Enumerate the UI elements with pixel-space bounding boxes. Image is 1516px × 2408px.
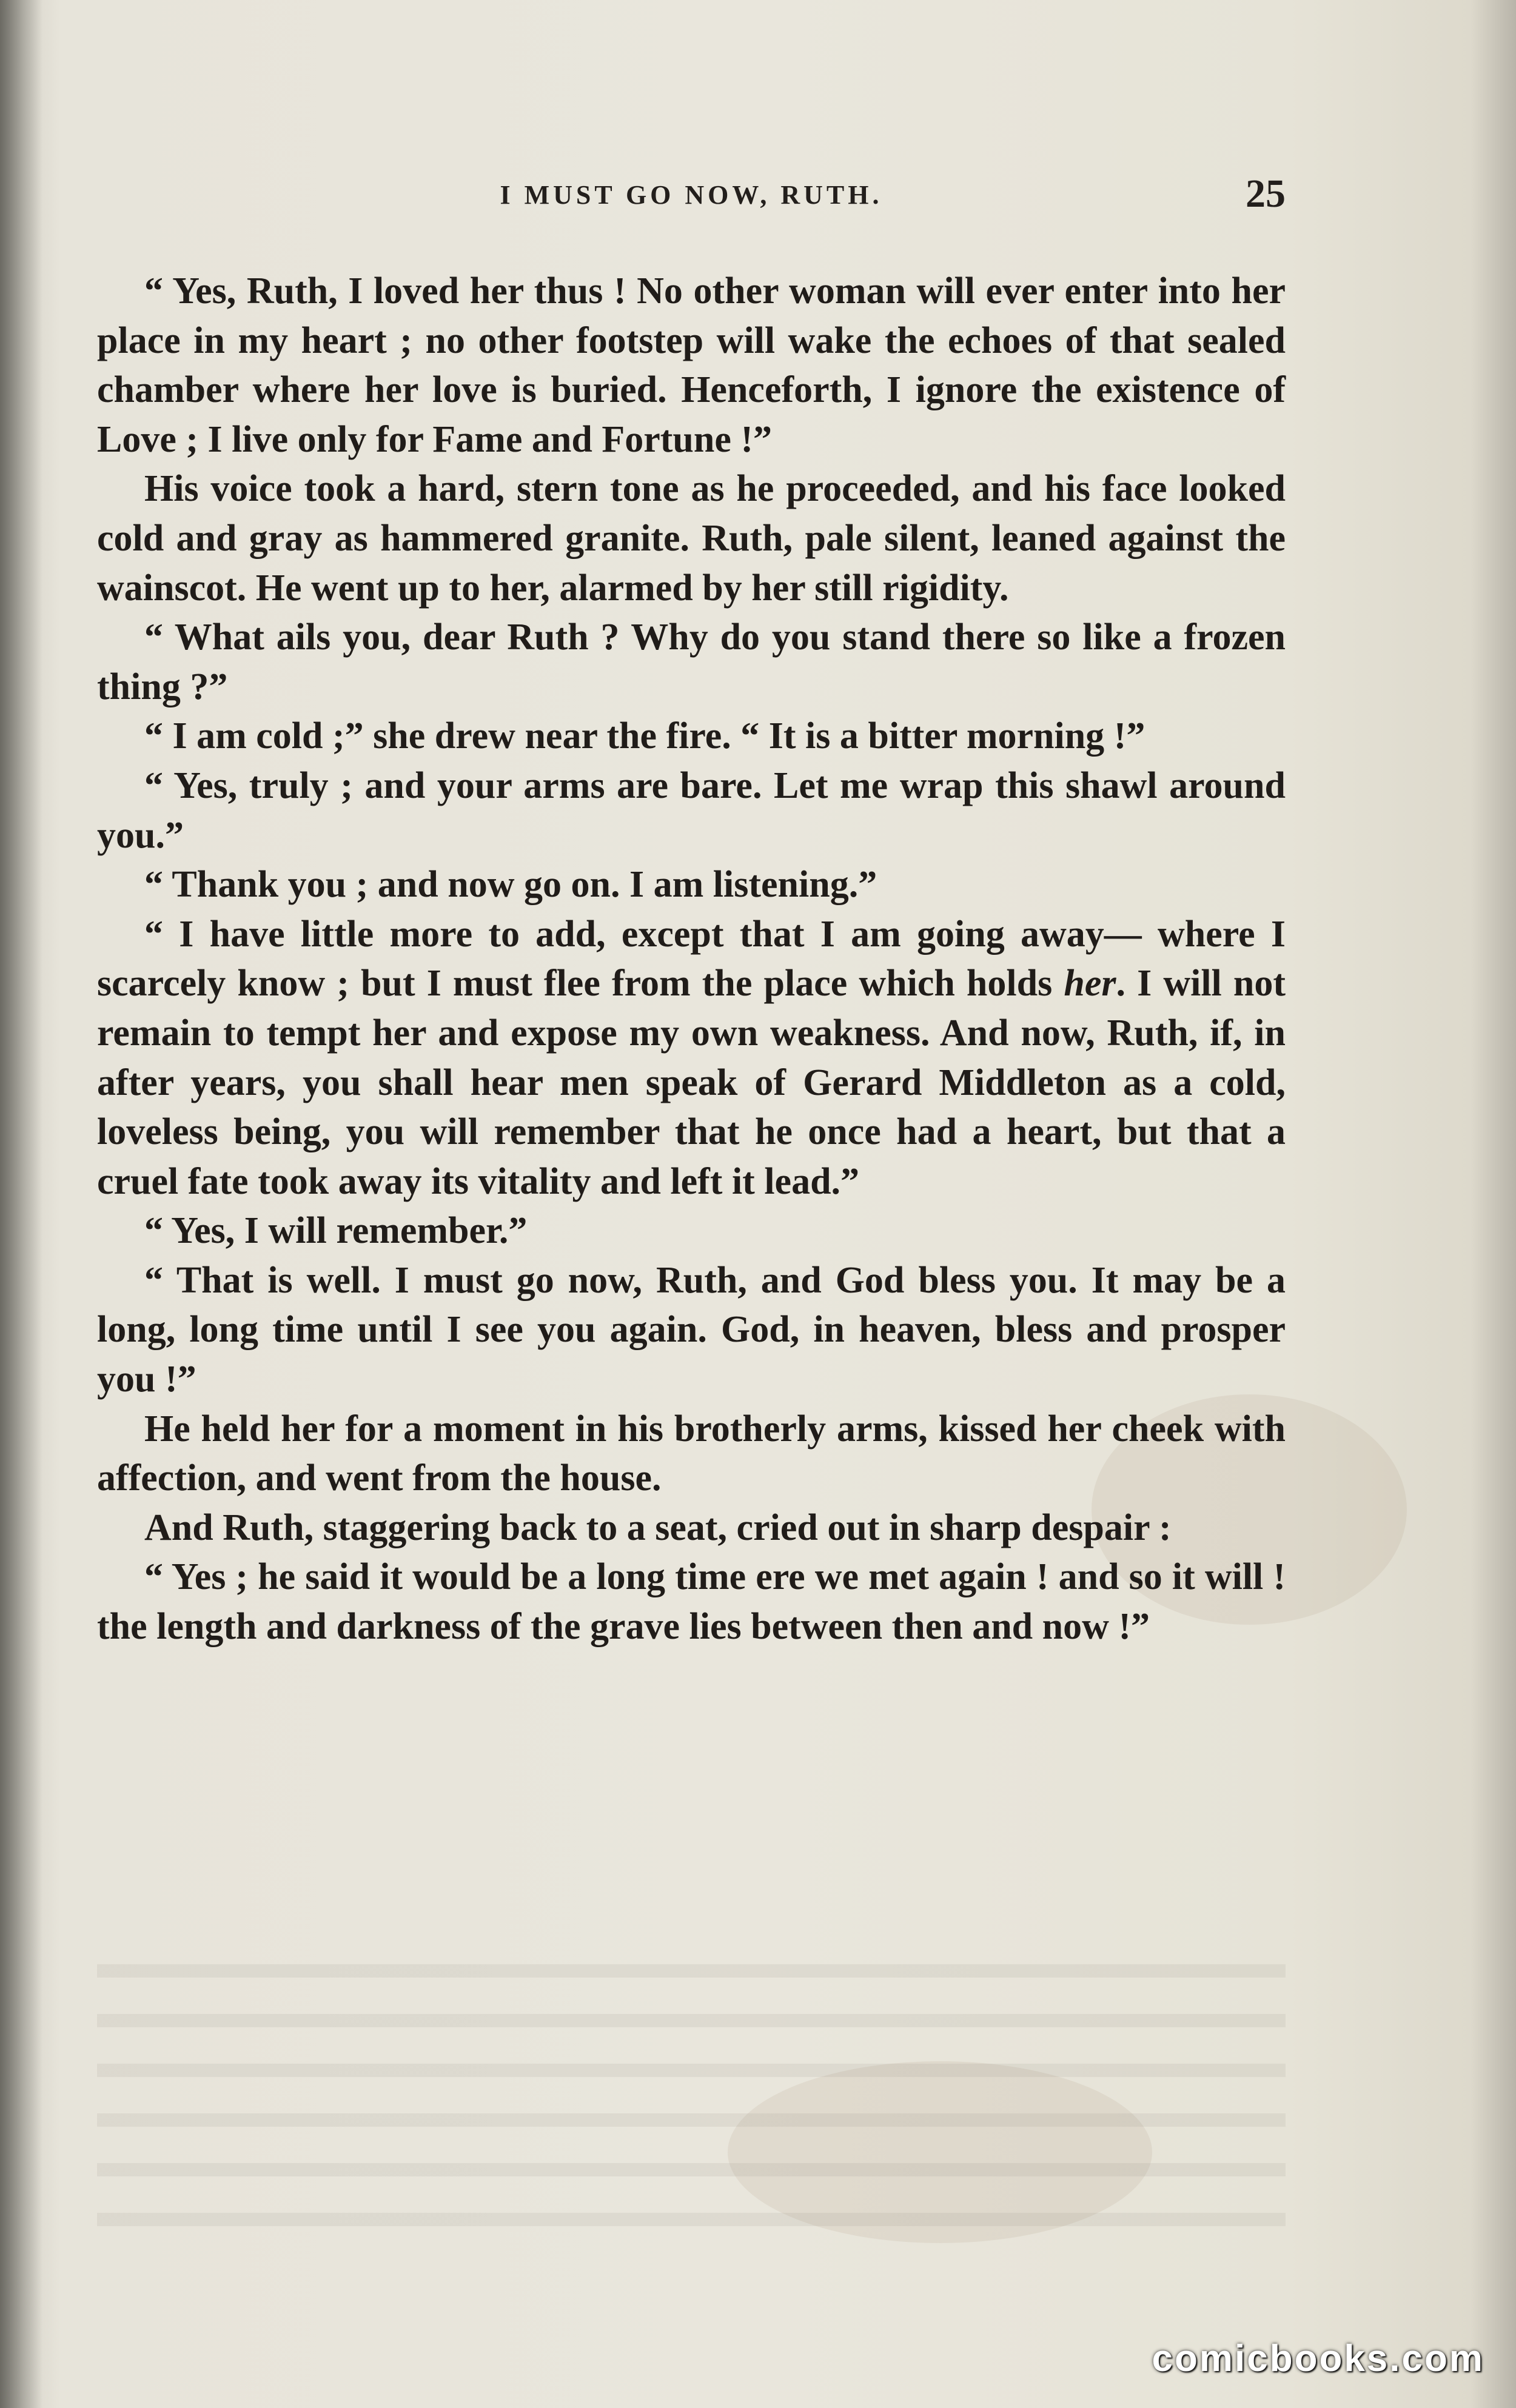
- paragraph-text: “ Yes ; he said it would be a long time ere we met again ! and so it will ! the length and darkness of the grave lies between then and now !”: [97, 1556, 1286, 1648]
- paragraph: [97, 860, 1286, 910]
- paragraph-text: “ I am cold ;” she drew near the fire. “ It is a bitter morning !”: [144, 715, 1145, 757]
- paragraph-text: “ Yes, Ruth, I loved her thus ! No other woman will ever enter into her place in my heart ; no other footstep will wake the echoes of that sealed chamber where her love is buried. Henceforth, I ignore the existence of Love ; I live only for Fame and Fortune !”: [97, 270, 1286, 460]
- paragraph: [97, 1256, 1286, 1405]
- paragraph: [97, 1206, 1286, 1256]
- running-head: I MUST GO NOW, RUTH.: [500, 180, 883, 210]
- paragraph-text: “ Thank you ; and now go on. I am listening.”: [144, 864, 877, 906]
- paragraph-text: “ What ails you, dear Ruth ? Why do you stand there so like a frozen thing ?”: [97, 617, 1286, 707]
- page-header: [97, 171, 1286, 226]
- paragraph-text: “ Yes, truly ; and your arms are bare. Let me wrap this shawl around you.”: [97, 764, 1286, 856]
- paragraph: [97, 910, 1286, 1207]
- watermark: comicbooks.com: [1152, 2338, 1484, 2380]
- paragraph: [97, 1553, 1286, 1651]
- paragraph-text: His voice took a hard, stern tone as he proceeded, and his face looked cold and gray as hammered granite. Ruth, pale silent, leaned against the wainscot. He went up to her, alarmed by her still rigidity.: [97, 468, 1286, 609]
- paragraph-text: And Ruth, staggering back to a seat, cried out in sharp despair :: [144, 1507, 1172, 1548]
- paragraph-text: “ That is well. I must go now, Ruth, and God bless you. It may be a long, long time until I see you again. God, in heaven, bless and prosper you !”: [97, 1259, 1286, 1400]
- paragraph-text: “ I have little more to add, except that I am going away— where I scarcely know ; but I must flee from the place which holds: [97, 913, 1286, 1005]
- paragraph: [97, 1503, 1286, 1553]
- paragraph: [97, 712, 1286, 761]
- show-through-text: [97, 1940, 1286, 2255]
- paragraph: [97, 613, 1286, 712]
- paragraph-text: “ Yes, I will remember.”: [144, 1210, 528, 1252]
- paragraph-text: He held her for a moment in his brotherly arms, kissed her cheek with affection, and went from the house.: [97, 1408, 1286, 1499]
- page-number: 25: [1246, 172, 1286, 216]
- paragraph: [97, 761, 1286, 860]
- italic-emphasis: her: [1064, 963, 1116, 1005]
- paragraph: [97, 464, 1286, 613]
- paragraph: [97, 267, 1286, 464]
- body-text: [97, 267, 1286, 1652]
- paragraph: [97, 1405, 1286, 1503]
- paragraph-text: . I will not remain to tempt her and expose my own weakness. And now, Ruth, if, in after years, you shall hear men speak of Gerard Middleton as a cold, loveless being, you will remember that he once had a heart, but that a cruel fate took away its vitality and left it lead.”: [97, 963, 1286, 1202]
